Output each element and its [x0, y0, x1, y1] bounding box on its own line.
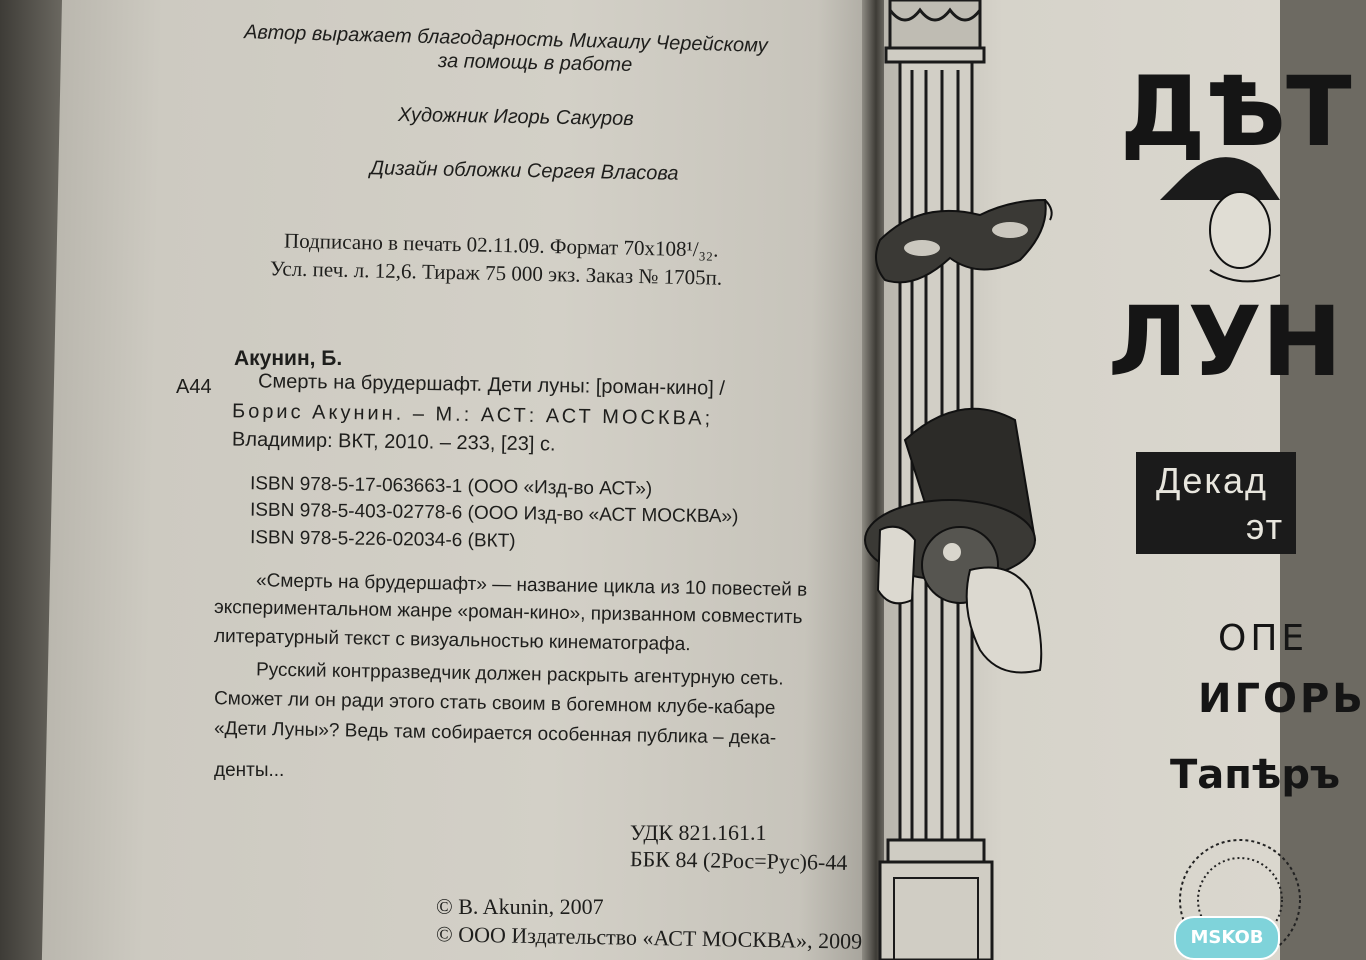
- description-line-5: Сможет ли он ради этого стать своим в богемном клубе-кабаре: [213, 688, 776, 719]
- print-info-line-2: Усл. печ. л. 12,6. Тираж 75 000 экз. Заказ № 1705п.: [269, 256, 723, 290]
- description-line-6: «Дети Луны»? Ведь там собирается особенная публика – дека-: [213, 718, 777, 749]
- description-line-1: «Смерть на брудершафт» — название цикла из 10 повестей в: [255, 570, 808, 601]
- author-heading: Акунин, Б.: [234, 347, 343, 370]
- poster-title-top: ДѢТ: [1120, 56, 1352, 168]
- face-drawing: [1160, 157, 1280, 281]
- bbk-code: ББК 84 (2Рос=Рус)6-44: [629, 846, 848, 875]
- description-line-3: литературный текст с визуальностью кинематографа.: [213, 625, 691, 656]
- biblio-line-2: Борис Акунин. – М.: АСТ: АСТ МОСКВА;: [231, 400, 714, 430]
- isbn-3: ISBN 978-5-226-02034-6 (ВКТ): [249, 527, 516, 552]
- thanks-line-2: за помощь в работе: [437, 49, 633, 77]
- description-line-2: экспериментальном жанре «роман-кино», призванном совместить: [213, 596, 803, 629]
- catalog-code: А44: [176, 376, 212, 398]
- cover-design-credit: Дизайн обложки Сергея Власова: [369, 157, 679, 185]
- udk-code: УДК 821.161.1: [630, 820, 767, 845]
- poster-line-taper: Тапѣръ: [1170, 752, 1341, 798]
- watermark-badge: MSKOB: [1174, 916, 1280, 960]
- poster-title-mid: ЛУН: [1108, 286, 1343, 398]
- print-info-line-1: Подписано в печать 02.11.09. Формат 70x108¹/₃₂.: [283, 228, 719, 262]
- description-line-7: денты...: [214, 760, 285, 781]
- column-capital: [886, 0, 984, 62]
- isbn-1: ISBN 978-5-17-063663-1 (ООО «Изд-во АСТ»): [249, 473, 653, 500]
- poster-line-igor: ИГОРЬ: [1198, 676, 1366, 722]
- thanks-line-1: Автор выражает благодарность Михаилу Черейскому: [243, 21, 768, 57]
- column-base: [880, 840, 992, 960]
- copyright-2: © ООО Издательство «АСТ МОСКВА», 2009: [435, 921, 863, 954]
- biblio-line-1: Смерть на брудершафт. Дети луны: [роман-кино] /: [257, 370, 726, 400]
- isbn-2: ISBN 978-5-403-02778-6 (ООО Изд-во «АСТ МОСКВА»): [249, 499, 739, 528]
- poster-line-ope: ОПЕ: [1218, 618, 1309, 659]
- artist-credit: Художник Игорь Сакуров: [397, 103, 634, 131]
- biblio-line-3: Владимир: ВКТ, 2010. – 233, [23] с.: [231, 428, 556, 456]
- description-line-4: Русский контрразведчик должен раскрыть агентурную сеть.: [255, 659, 784, 690]
- box-text-line-1: Декад: [1156, 460, 1268, 501]
- box-text-line-2: эт: [1246, 506, 1285, 547]
- copyright-1: © B. Akunin, 2007: [436, 894, 604, 919]
